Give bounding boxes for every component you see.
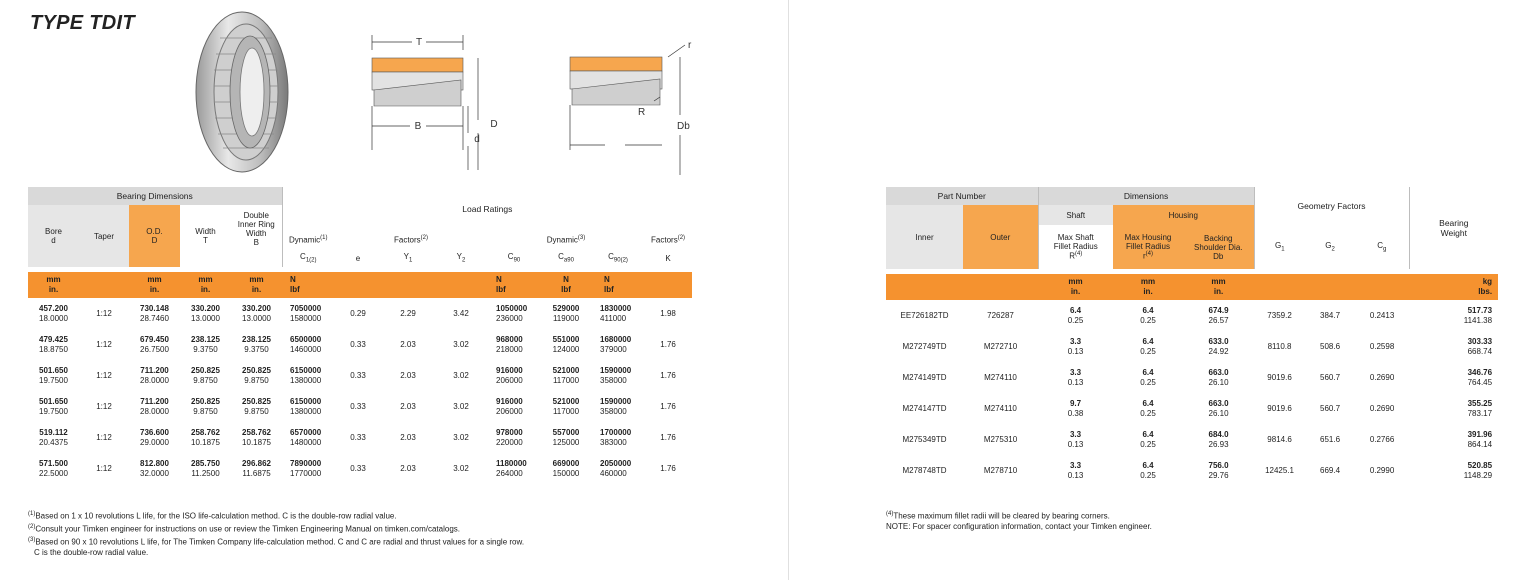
group-bearing-dimensions: Bearing Dimensions	[28, 187, 282, 205]
header-k: K	[644, 249, 692, 267]
header-outer: Outer	[963, 205, 1038, 269]
table-row: M272749TD M272710 3.3 0.13 6.4 0.25 633.0 24.92 8110.8 508.6 0.2598 303.33 668.74	[902, 336, 1493, 356]
table-row: M275349TD M275310 3.3 0.13 6.4 0.25 684.0 26.93 9814.6 651.6 0.2766 391.96 864.14	[902, 429, 1493, 449]
bearing-table	[28, 187, 692, 484]
header-factors-1: Factors$^{(2)}$	[334, 231, 488, 249]
left-footnotes	[28, 509, 524, 559]
group-geometry-factors: Geometry Factors	[1254, 187, 1409, 225]
units-row: mm in. mm in. mm in. kg lbs.	[886, 274, 1498, 300]
header-double-width: Double Inner Ring Width B	[231, 205, 282, 267]
mounting-diagram	[560, 35, 700, 180]
dim-label-d-outer: D	[490, 119, 498, 130]
table-row: 479.425 18.8750 1:12 679.450 26.7500 238.125 9.3750 238.125 9.3750 6500000 1460000 0.33 2.03 3.02 968000 218000 551000 124000 1680000 379000 1.76	[39, 334, 676, 354]
group-dimensions: Dimensions	[1038, 187, 1254, 205]
table-row: 519.112 20.4375 1:12 736.600 29.0000 258.762 10.1875 258.762 10.1875 6570000 1480000 0.33 2.03 3.02 978000 220000 557000 125000 1700000 383000 1.76	[39, 427, 676, 447]
table-row: 501.650 19.7500 1:12 711.200 28.0000 250.825 9.8750 250.825 9.8750 6150000 1380000 0.33 2.03 3.02 916000 206000 521000 117000 1590000 358000 1.76	[39, 365, 676, 385]
group-part-number: Part Number	[886, 187, 1038, 205]
footnote-2: $^{(2)}$Consult your Timken engineer for instructions on use or review the Timken Engineering Manual on timken.com/catalogs.	[28, 524, 460, 534]
dim-label-d-bore: d	[474, 134, 480, 145]
header-inner: Inner	[886, 205, 963, 269]
header-od: O.D. D	[129, 205, 180, 267]
header-max-shaft-fillet: Max Shaft Fillet Radius $R^{(4)}$	[1038, 225, 1113, 269]
right-footnotes	[886, 509, 1152, 533]
header-taper: Taper	[79, 205, 129, 267]
footnote-4: $^{(4)}$These maximum fillet radii will be cleared by bearing corners.	[886, 511, 1110, 521]
part-number-table	[886, 187, 1498, 486]
dim-label-r-large: R	[638, 107, 646, 118]
header-g1: $G_1$	[1254, 225, 1305, 269]
header-c90-2: $C_{90(2)}$	[592, 249, 644, 267]
dim-label-r-small: r	[688, 40, 692, 51]
units-row: mm in. mm in. mm in. mm in. N lbf N lbf N lbf N lbf	[28, 272, 692, 298]
dim-label-b: B	[414, 121, 422, 132]
table-row: EE726182TD 726287 6.4 0.25 6.4 0.25 674.9 26.57 7359.2 384.7 0.2413 517.73 1141.38	[900, 305, 1493, 325]
header-bearing-weight: Bearing Weight	[1409, 187, 1498, 269]
header-c90: $C_{90}$	[488, 249, 540, 267]
table-row: 571.500 22.5000 1:12 812.800 32.0000 285.750 11.2500 296.862 11.6875 7890000 1770000 0.33 2.03 3.02 1180000 264000 669000 150000 2050000 460000 1.76	[39, 458, 676, 478]
header-y1: $Y_1$	[382, 249, 434, 267]
footnote-note: NOTE: For spacer configuration information, contact your Timken engineer.	[886, 522, 1152, 532]
table-row: M274149TD M274110 3.3 0.13 6.4 0.25 663.0 26.10 9019.6 560.7 0.2690 346.76 764.45	[902, 367, 1493, 387]
page-divider	[788, 0, 789, 580]
footnote-3: $^{(3)}$Based on 90 x 10 revolutions L life, for The Timken Company life-calculation method. C and C are radial and thrust values for a single row.	[28, 537, 525, 547]
footnote-4: C is the double-row radial value.	[34, 548, 149, 558]
header-factors-2: Factors$^{(2)}$	[644, 231, 692, 249]
header-e: e	[334, 249, 382, 267]
header-backing-shoulder: Backing Shoulder Dia. Db	[1183, 225, 1254, 269]
cross-section-diagram	[360, 30, 510, 180]
table-row: M278748TD M278710 3.3 0.13 6.4 0.25 756.0 29.76 12425.1 669.4 0.2990 520.85 1148.29	[902, 460, 1493, 480]
table-row: 501.650 19.7500 1:12 711.200 28.0000 250.825 9.8750 250.825 9.8750 6150000 1380000 0.33 2.03 3.02 916000 206000 521000 117000 1590000 358000 1.76	[39, 396, 676, 416]
header-g2: $G_2$	[1305, 225, 1355, 269]
bearing-photo	[180, 8, 290, 176]
header-dynamic-3: Dynamic$^{(3)}$	[488, 231, 644, 249]
header-cg: $C_g$	[1355, 225, 1409, 269]
header-max-housing-fillet: Max Housing Fillet Radius $r^{(4)}$	[1113, 225, 1183, 269]
header-shaft: Shaft	[1038, 205, 1113, 225]
dim-label-db: Db	[677, 121, 690, 132]
header-dynamic-1: Dynamic$^{(1)}$	[282, 231, 334, 249]
header-housing: Housing	[1113, 205, 1254, 225]
table-row: 457.200 18.0000 1:12 730.148 28.7460 330.200 13.0000 330.200 13.0000 7050000 1580000 0.29 2.29 3.42 1050000 236000 529000 119000 1830000 411000 1.98	[39, 303, 676, 323]
header-width: Width T	[180, 205, 231, 267]
table-row: M274147TD M274110 9.7 0.38 6.4 0.25 663.0 26.10 9019.6 560.7 0.2690 355.25 783.17	[902, 398, 1493, 418]
group-load-ratings: Load Ratings	[282, 187, 692, 231]
header-bore: Bore d	[28, 205, 79, 267]
page-title: TYPE TDIT	[30, 12, 135, 34]
footnote-1: $^{(1)}$Based on 1 x 10 revolutions L life, for the ISO life-calculation method. C is the double-row radial value.	[28, 511, 397, 521]
header-y2: $Y_2$	[434, 249, 488, 267]
header-c1: $C_{1(2)}$	[282, 249, 334, 267]
header-ca90: $C_{a90}$	[540, 249, 592, 267]
dim-label-t: T	[415, 37, 423, 48]
